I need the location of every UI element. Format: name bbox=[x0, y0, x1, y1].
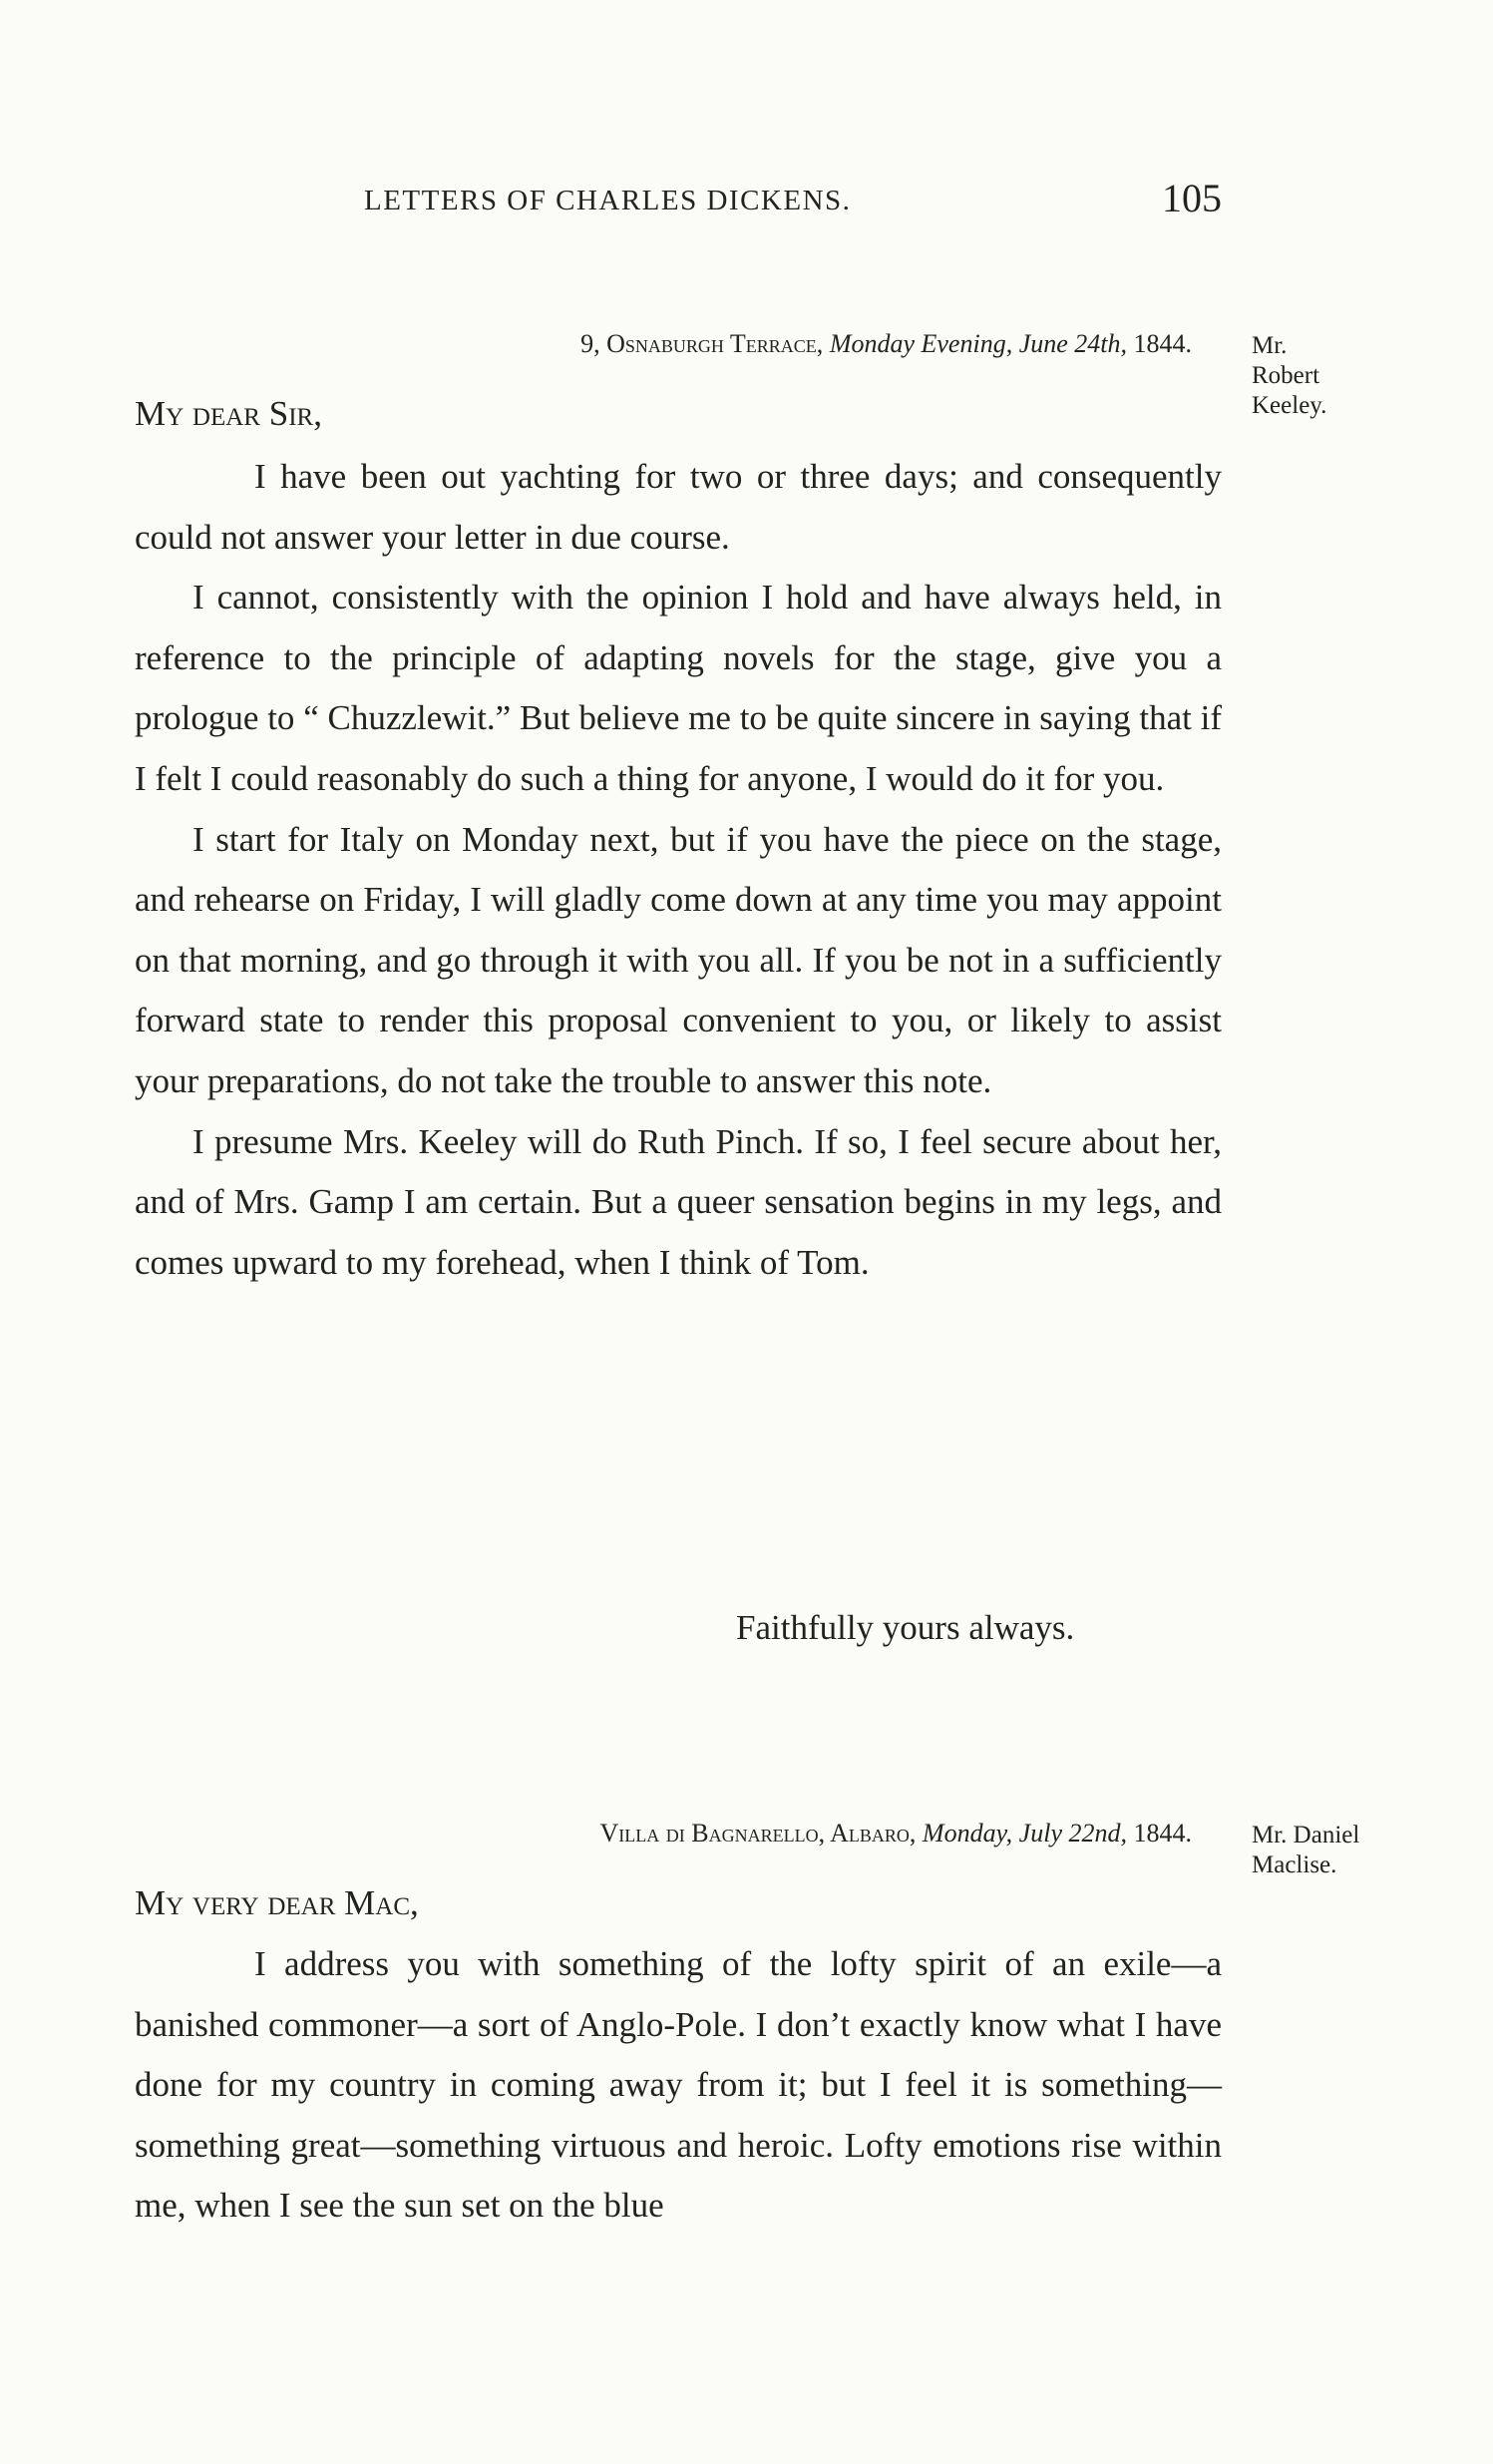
letter2-date: Monday, July 22nd, bbox=[922, 1819, 1134, 1848]
letter1-date: Monday Evening, June 24th, bbox=[829, 329, 1134, 358]
letter1-recipient-note bbox=[1252, 331, 1326, 421]
letter1-place: 9, Osnaburgh Terrace, bbox=[580, 329, 830, 358]
recipient-line: Robert bbox=[1252, 362, 1320, 389]
recipient-line: Mr. bbox=[1252, 332, 1288, 359]
letter2-recipient-note bbox=[1252, 1821, 1359, 1880]
letter1-dateline bbox=[135, 329, 1192, 359]
running-title: LETTERS OF CHARLES DICKENS. bbox=[364, 185, 852, 216]
paragraph: I address you with something of the lofty spirit of an exile—a banished commoner—a sort of Anglo-Pole. I don’t exactly know what I have done for my country in coming away from it; but I feel it is something—something great—something virtuous and heroic. Lofty emotions rise within me, when I see the sun set on the blue bbox=[135, 1944, 1222, 2226]
letter1-year: 1844. bbox=[1133, 329, 1192, 358]
paragraph: I cannot, consistently with the opinion I hold and have always held, in reference to the principle of adapting novels for the stage, give you a prologue to “ Chuzzlewit.” But believe me to be quite sincere in saying that if I felt I could reasonably do such a thing for anyone, I would do it for you. bbox=[135, 578, 1222, 798]
paragraph: I start for Italy on Monday next, but if you have the piece on the stage, and rehearse on Friday, I will gladly come down at any time you may appoint on that morning, and go through it with you all. If you be not in a sufficiently forward state to render this proposal convenient to you, or likely to assist your preparations, do not take the trouble to answer this note. bbox=[135, 819, 1222, 1100]
recipient-line: Mr. Daniel bbox=[1252, 1822, 1360, 1848]
letter2-body bbox=[135, 1934, 1222, 2237]
letter2-place: Villa di Bagnarello, Albaro, bbox=[599, 1819, 923, 1848]
recipient-line: Keeley. bbox=[1252, 392, 1327, 419]
paragraph: I have been out yachting for two or three days; and consequently could not answer your letter in due course. bbox=[135, 457, 1222, 557]
running-header bbox=[135, 175, 1222, 224]
letter1-salutation: My dear Sir, bbox=[135, 394, 322, 433]
letter1-closing: Faithfully yours always. bbox=[736, 1608, 1075, 1647]
letter2-salutation: My very dear Mac, bbox=[135, 1883, 419, 1922]
paragraph: I presume Mrs. Keeley will do Ruth Pinch. If so, I feel secure about her, and of Mrs. Gamp I am certain. But a queer sensation begins in my legs, and comes upward to my forehead, when I think of Tom. bbox=[135, 1121, 1222, 1282]
letter2-year: 1844. bbox=[1133, 1819, 1192, 1848]
page-number: 105 bbox=[1162, 176, 1222, 220]
letter1-body bbox=[135, 447, 1222, 1293]
letter2-dateline bbox=[135, 1819, 1192, 1848]
recipient-line: Maclise. bbox=[1252, 1851, 1337, 1878]
